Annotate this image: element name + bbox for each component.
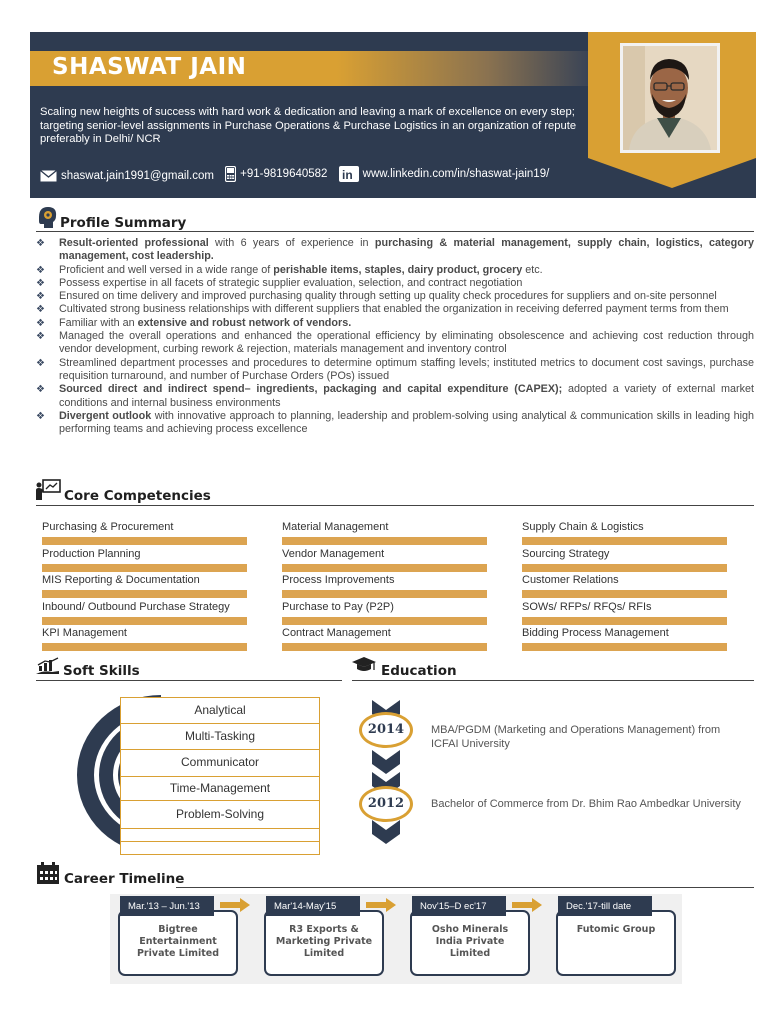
summary-text: with 6 years of experience in xyxy=(208,237,375,249)
soft-skill-spacer xyxy=(120,841,320,855)
section-title-education: Education xyxy=(381,663,457,679)
section-divider xyxy=(36,505,754,506)
competency-bar xyxy=(282,537,487,545)
portrait-image xyxy=(623,46,717,150)
soft-skill-item: Time-Management xyxy=(120,776,320,801)
timeline-company: R3 Exports & Marketing Private Limited xyxy=(275,924,373,959)
section-title-profile-summary: Profile Summary xyxy=(60,215,187,231)
competency-bar xyxy=(282,590,487,598)
summary-item xyxy=(36,330,754,357)
linkedin-contact[interactable] xyxy=(339,166,550,182)
competency-bar xyxy=(282,617,487,625)
competency-bar xyxy=(282,643,487,651)
summary-emphasis: Result-oriented professional xyxy=(59,237,209,249)
summary-text: Streamlined department processes and procedures to determine optimum staffing levels; instituted metrics to document cost savings, purchase requisition turnaround, and number of Purchase Orders (POs) issued xyxy=(59,356,754,382)
graduation-cap-icon xyxy=(352,656,376,674)
profile-photo xyxy=(620,43,720,153)
competency-label: Material Management xyxy=(282,521,389,533)
competency-bar xyxy=(42,590,247,598)
competency-bar xyxy=(522,590,727,598)
linkedin-text: www.linkedin.com/in/shaswat-jain19/ xyxy=(362,168,550,180)
year-badge: 2012 xyxy=(359,786,413,822)
year-badge: 2014 xyxy=(359,712,413,748)
section-title-career-timeline: Career Timeline xyxy=(64,871,185,887)
diamond-bullet-icon: ❖ xyxy=(36,410,45,422)
summary-emphasis: extensive and robust network of vendors. xyxy=(137,316,352,329)
diamond-bullet-icon: ❖ xyxy=(36,238,45,249)
section-title-soft-skills: Soft Skills xyxy=(63,663,140,679)
competency-label: MIS Reporting & Documentation xyxy=(42,574,200,586)
arrow-right-icon xyxy=(220,898,250,912)
competency-label: SOWs/ RFPs/ RFQs/ RFIs xyxy=(522,600,652,613)
timeline-date: Mar.'13 – Jun.'13 xyxy=(120,896,214,916)
contact-row xyxy=(40,166,557,185)
competency-label: Customer Relations xyxy=(522,574,619,586)
summary-emphasis: purchasing & material management, supply chain, logistics, category management, cost leadership. xyxy=(59,237,754,263)
diamond-bullet-icon: ❖ xyxy=(36,291,45,303)
section-divider xyxy=(36,231,754,232)
section-divider xyxy=(176,887,754,888)
timeline-date: Nov'15–D ec'17 xyxy=(412,896,506,916)
svg-text:in: in xyxy=(341,168,353,182)
chart-hand-icon xyxy=(36,657,60,675)
competency-label: Supply Chain & Logistics xyxy=(522,521,644,533)
summary-item xyxy=(36,277,754,290)
summary-item xyxy=(36,237,754,264)
email-contact[interactable] xyxy=(40,170,214,182)
education-detail: Bachelor of Commerce from Dr. Bhim Rao Ambedkar University xyxy=(431,798,741,810)
summary-text: with innovative approach to planning, leadership and problem-solving using analytical & communication skills in leading high performing teams and achieving process excellence xyxy=(59,409,755,436)
competency-label: Production Planning xyxy=(42,547,141,560)
soft-skill-item: Communicator xyxy=(120,749,320,777)
competency-label: Purchase to Pay (P2P) xyxy=(282,600,394,613)
summary-emphasis: Divergent outlook xyxy=(59,409,152,422)
timeline-card xyxy=(264,910,384,976)
competency-bar xyxy=(282,564,487,572)
soft-skill-spacer xyxy=(120,828,320,842)
summary-item xyxy=(36,410,754,437)
timeline-date: Dec.'17-till date xyxy=(558,896,652,916)
timeline-card xyxy=(118,910,238,976)
competency-bar xyxy=(522,537,727,545)
arrow-right-icon xyxy=(512,898,542,912)
summary-text: etc. xyxy=(522,263,543,276)
head-gears-icon xyxy=(36,205,58,229)
summary-text: Familiar with an xyxy=(59,316,138,329)
summary-list xyxy=(36,237,754,436)
calendar-icon xyxy=(36,861,60,885)
diamond-bullet-icon: ❖ xyxy=(36,384,45,396)
summary-item xyxy=(36,383,754,410)
competency-label: Process Improvements xyxy=(282,574,395,586)
competency-bar xyxy=(522,617,727,625)
competency-label: Contract Management xyxy=(282,627,391,639)
soft-skill-item: Multi-Tasking xyxy=(120,723,320,750)
diamond-bullet-icon: ❖ xyxy=(36,277,45,289)
soft-skill-item: Analytical xyxy=(120,697,320,724)
timeline-card xyxy=(556,910,676,976)
timeline-company: Osho Minerals India Private Limited xyxy=(431,924,509,959)
competency-label: Purchasing & Procurement xyxy=(42,521,174,533)
competency-label: Vendor Management xyxy=(282,547,385,560)
summary-text: Managed the overall operations and enhanced the operational efficiency by eliminating obsolescence and achieving cost reduction through vendor development, curbing rework & rejection, materials management and inventory control xyxy=(59,330,754,356)
summary-text: Possess expertise in all facets of strategic supplier evaluation, selection, and contract negotiation xyxy=(59,276,523,289)
summary-item xyxy=(36,264,754,277)
summary-text: Cultivated strong business relationships with different suppliers that enabled the organization in receiving deferred payment terms from them xyxy=(59,303,729,316)
candidate-name: SHASWAT JAIN xyxy=(52,54,247,80)
soft-skill-item: Problem-Solving xyxy=(120,800,320,829)
competency-bar xyxy=(522,643,727,651)
career-tagline: Scaling new heights of success with hard work & dedication and leaving a mark of excellence on every step; targeting senior-level assignments in Purchase Operations & Purchase Logistics in an organization of repute preferably in Delhi/ NCR xyxy=(40,106,577,145)
education-detail: MBA/PGDM (Marketing and Operations Management) from ICFAI University xyxy=(431,724,721,750)
timeline-date: Mar'14-May'15 xyxy=(266,896,360,916)
summary-item xyxy=(36,290,754,303)
section-title-core-competencies: Core Competencies xyxy=(64,488,211,504)
summary-text: Proficient and well versed in a wide range of xyxy=(59,263,274,276)
competency-bar xyxy=(42,537,247,545)
summary-item xyxy=(36,317,754,330)
summary-item xyxy=(36,303,754,316)
envelope-icon xyxy=(40,170,57,182)
diamond-bullet-icon: ❖ xyxy=(36,357,45,369)
competency-label: Sourcing Strategy xyxy=(522,547,610,560)
summary-emphasis: perishable items, staples, dairy product, grocery xyxy=(273,263,523,276)
diamond-bullet-icon: ❖ xyxy=(36,264,45,276)
summary-item xyxy=(36,357,754,384)
summary-text: Ensured on time delivery and improved purchasing quality through setting up quality check procedures for suppliers and on-site personnel xyxy=(59,290,717,303)
phone-contact[interactable] xyxy=(225,166,327,182)
timeline-company: Futomic Group xyxy=(576,924,656,935)
linkedin-icon xyxy=(339,166,359,182)
competency-label: KPI Management xyxy=(42,627,127,639)
diamond-bullet-icon: ❖ xyxy=(36,331,45,343)
diamond-bullet-icon: ❖ xyxy=(36,317,45,329)
presenter-board-icon xyxy=(35,479,61,501)
competency-label: Inbound/ Outbound Purchase Strategy xyxy=(42,600,230,613)
section-divider xyxy=(36,680,342,681)
timeline-company: Bigtree Entertainment Private Limited xyxy=(136,924,220,959)
timeline-card xyxy=(410,910,530,976)
arrow-right-icon xyxy=(366,898,396,912)
email-text: shaswat.jain1991@gmail.com xyxy=(61,170,214,182)
competency-bar xyxy=(42,617,247,625)
section-divider xyxy=(352,680,754,681)
competency-bar xyxy=(42,564,247,572)
competency-bar xyxy=(42,643,247,651)
phone-text: +91-9819640582 xyxy=(240,168,328,180)
competency-bar xyxy=(522,564,727,572)
diamond-bullet-icon: ❖ xyxy=(36,304,45,316)
phone-icon xyxy=(225,166,236,182)
summary-emphasis: Sourced direct and indirect spend– ingredients, packaging and capital expenditure (CAPEX); xyxy=(59,383,563,396)
competency-label: Bidding Process Management xyxy=(522,627,669,639)
summary-text: adopted a variety of external market conditions and internal business environments xyxy=(59,383,754,409)
